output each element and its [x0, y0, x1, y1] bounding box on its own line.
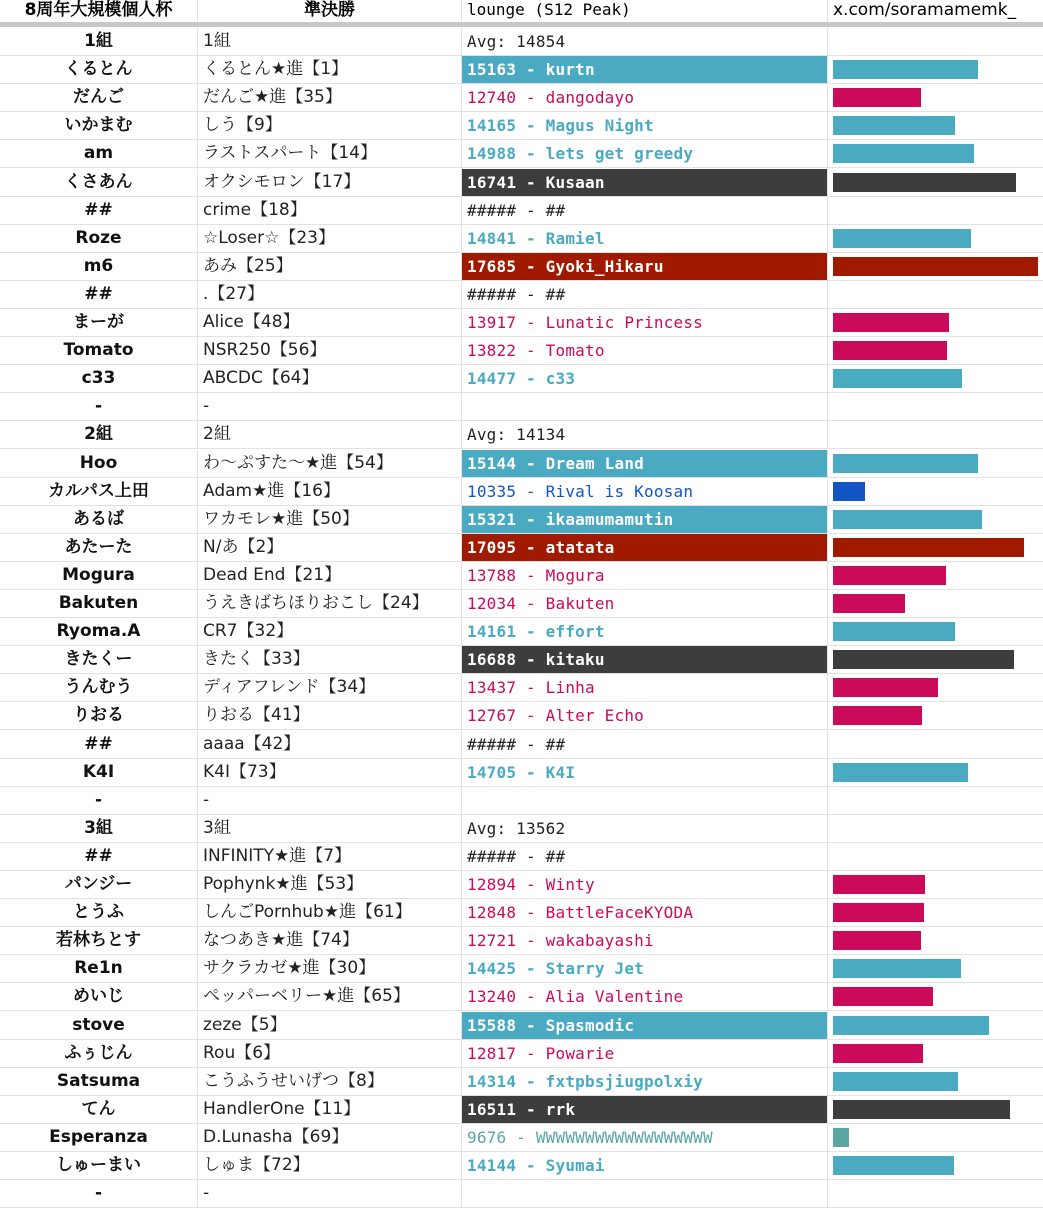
header-round[interactable]: 準決勝 [198, 0, 462, 22]
player-cell[interactable]: あるば [0, 506, 198, 533]
player-cell[interactable]: Hoo [0, 450, 198, 477]
player-cell[interactable]: stove [0, 1012, 198, 1039]
lounge-cell[interactable] [462, 1180, 828, 1207]
rating-bar-cell[interactable] [828, 309, 1043, 336]
rating-bar [833, 622, 955, 641]
team-cell[interactable]: Dead End【21】 [198, 562, 462, 589]
table-row [0, 534, 1043, 562]
rating-bar [833, 116, 955, 135]
rating-bar [833, 566, 946, 585]
rating-bar [833, 313, 949, 332]
team-cell[interactable]: こうふうせいげつ【8】 [198, 1068, 462, 1095]
table-row [0, 899, 1043, 927]
table-row [0, 1124, 1043, 1152]
team-cell[interactable]: - [198, 393, 462, 420]
table-row [0, 365, 1043, 393]
rating-bar [833, 538, 1024, 557]
lounge-cell[interactable]: 16688 - kitaku [462, 646, 828, 673]
rating-bar-cell[interactable] [828, 28, 1043, 55]
rating-bar-cell[interactable] [828, 421, 1043, 448]
rating-bar-cell[interactable] [828, 871, 1043, 898]
team-cell[interactable]: ワカモレ★進【50】 [198, 506, 462, 533]
team-cell[interactable]: INFINITY★進【7】 [198, 843, 462, 870]
rating-bar-cell[interactable] [828, 365, 1043, 392]
lounge-cell[interactable]: 14477 - c33 [462, 365, 828, 392]
team-cell[interactable]: しう【9】 [198, 112, 462, 139]
lounge-cell[interactable]: 16741 - Kusaan [462, 169, 828, 196]
lounge-cell[interactable]: ##### - ## [462, 731, 828, 758]
table-row [0, 281, 1043, 309]
table-row [0, 1068, 1043, 1096]
player-cell[interactable]: きたくー [0, 646, 198, 673]
team-cell[interactable]: crime【18】 [198, 197, 462, 224]
rating-bar [833, 959, 961, 978]
rating-bar-cell[interactable] [828, 450, 1043, 477]
table-row [0, 787, 1043, 815]
lounge-cell[interactable]: 12894 - Winty [462, 871, 828, 898]
team-cell[interactable]: わ～ぷすた～★進【54】 [198, 450, 462, 477]
rating-bar [833, 88, 921, 107]
team-cell[interactable]: - [198, 787, 462, 814]
player-cell[interactable]: K4I [0, 759, 198, 786]
player-cell[interactable]: am [0, 140, 198, 167]
player-cell[interactable]: Tomato [0, 337, 198, 364]
rating-bar [833, 1128, 849, 1147]
rating-bar [833, 706, 922, 725]
lounge-cell[interactable]: 14841 - Ramiel [462, 225, 828, 252]
lounge-cell[interactable]: 13437 - Linha [462, 674, 828, 701]
rating-bar [833, 678, 938, 697]
table-row [0, 84, 1043, 112]
table-row [0, 197, 1043, 225]
player-cell[interactable]: めいじ [0, 983, 198, 1010]
lounge-cell[interactable]: 14705 - K4I [462, 759, 828, 786]
table-row [0, 1096, 1043, 1124]
rating-bar [833, 875, 925, 894]
rating-bar [833, 1156, 954, 1175]
team-cell[interactable]: .【27】 [198, 281, 462, 308]
team-cell[interactable]: ペッパーベリー★進【65】 [198, 983, 462, 1010]
team-cell[interactable]: aaaa【42】 [198, 731, 462, 758]
player-cell[interactable]: - [0, 787, 198, 814]
rating-bar-cell[interactable] [828, 197, 1043, 224]
player-cell[interactable]: 1組 [0, 28, 198, 55]
rating-bar-cell[interactable] [828, 478, 1043, 505]
rating-bar-cell[interactable] [828, 787, 1043, 814]
rating-bar [833, 931, 921, 950]
lounge-cell[interactable]: Avg: 13562 [462, 815, 828, 842]
table-row [0, 56, 1043, 84]
lounge-cell[interactable]: 12848 - BattleFaceKYODA [462, 899, 828, 926]
rating-bar [833, 229, 971, 248]
team-cell[interactable]: ☆Loser☆【23】 [198, 225, 462, 252]
rating-bar-cell[interactable] [828, 1124, 1043, 1151]
table-row [0, 506, 1043, 534]
team-cell[interactable]: あみ【25】 [198, 253, 462, 280]
lounge-cell[interactable]: ##### - ## [462, 281, 828, 308]
lounge-cell[interactable]: 17095 - atatata [462, 534, 828, 561]
table-row [0, 309, 1043, 337]
team-cell[interactable]: しゅま【72】 [198, 1152, 462, 1179]
lounge-cell[interactable]: 12740 - dangodayo [462, 84, 828, 111]
player-cell[interactable]: - [0, 393, 198, 420]
lounge-cell[interactable]: 12034 - Bakuten [462, 590, 828, 617]
team-cell[interactable]: だんご★進【35】 [198, 84, 462, 111]
lounge-cell[interactable] [462, 393, 828, 420]
rating-bar [833, 903, 924, 922]
table-row [0, 590, 1043, 618]
lounge-cell[interactable]: 15144 - Dream Land [462, 450, 828, 477]
rating-bar [833, 369, 962, 388]
table-row [0, 140, 1043, 168]
table-row [0, 927, 1043, 955]
rating-bar-cell[interactable] [828, 674, 1043, 701]
rating-bar-cell[interactable] [828, 112, 1043, 139]
team-cell[interactable]: ラストスパート【14】 [198, 140, 462, 167]
header-credit[interactable]: x.com/soramamemk_ [833, 0, 1017, 20]
team-cell[interactable]: D.Lunasha【69】 [198, 1124, 462, 1151]
player-cell[interactable]: だんご [0, 84, 198, 111]
rating-bar-cell[interactable] [828, 84, 1043, 111]
table-row [0, 955, 1043, 983]
player-cell[interactable]: Re1n [0, 955, 198, 982]
player-cell[interactable]: とうふ [0, 899, 198, 926]
team-cell[interactable]: - [198, 1180, 462, 1207]
rating-bar-cell[interactable] [828, 731, 1043, 758]
table-row [0, 674, 1043, 702]
lounge-cell[interactable]: 14425 - Starry Jet [462, 955, 828, 982]
player-cell[interactable]: ふぅじん [0, 1040, 198, 1067]
player-cell[interactable]: ## [0, 731, 198, 758]
lounge-cell[interactable]: 12767 - Alter Echo [462, 702, 828, 729]
team-cell[interactable]: オクシモロン【17】 [198, 169, 462, 196]
player-cell[interactable]: カルパス上田 [0, 478, 198, 505]
rating-bar [833, 1016, 989, 1035]
player-cell[interactable]: てん [0, 1096, 198, 1123]
player-cell[interactable]: いかまむ [0, 112, 198, 139]
team-cell[interactable]: しんごPornhub★進【61】 [198, 899, 462, 926]
lounge-cell[interactable]: 12721 - wakabayashi [462, 927, 828, 954]
table-row [0, 1040, 1043, 1068]
table-row [0, 618, 1043, 646]
rating-bar-cell[interactable] [828, 225, 1043, 252]
rating-bar [833, 257, 1038, 276]
table-row [0, 1152, 1043, 1180]
player-cell[interactable]: あたーた [0, 534, 198, 561]
lounge-cell[interactable]: ##### - ## [462, 843, 828, 870]
rating-bar [833, 650, 1014, 669]
header-separator [0, 22, 1043, 27]
player-cell[interactable]: - [0, 1180, 198, 1207]
lounge-cell[interactable]: 14165 - Magus Night [462, 112, 828, 139]
rating-bar [833, 482, 865, 501]
team-cell[interactable]: りおる【41】 [198, 702, 462, 729]
rating-bar [833, 60, 978, 79]
table-row [0, 646, 1043, 674]
rating-bar-cell[interactable] [828, 393, 1043, 420]
team-cell[interactable]: くるとん★進【1】 [198, 56, 462, 83]
lounge-cell[interactable]: 15321 - ikaamumamutin [462, 506, 828, 533]
team-cell[interactable]: Adam★進【16】 [198, 478, 462, 505]
player-cell[interactable]: ## [0, 281, 198, 308]
player-cell[interactable]: うんむう [0, 674, 198, 701]
header-tournament[interactable]: 8周年大規模個人杯 [0, 0, 198, 22]
rating-bar-cell[interactable] [828, 281, 1043, 308]
team-cell[interactable]: 3組 [198, 815, 462, 842]
rating-bar-cell[interactable] [828, 534, 1043, 561]
player-cell[interactable]: くさあん [0, 169, 198, 196]
player-cell[interactable]: くるとん [0, 56, 198, 83]
lounge-cell[interactable]: 14161 - effort [462, 618, 828, 645]
header-lounge[interactable]: lounge (S12 Peak) [462, 0, 828, 22]
table-row [0, 759, 1043, 787]
team-cell[interactable]: Rou【6】 [198, 1040, 462, 1067]
lounge-cell[interactable]: 13917 - Lunatic Princess [462, 309, 828, 336]
team-cell[interactable]: Alice【48】 [198, 309, 462, 336]
lounge-cell[interactable]: 16511 - rrk [462, 1096, 828, 1123]
lounge-cell[interactable]: 13788 - Mogura [462, 562, 828, 589]
rating-bar-cell[interactable] [828, 337, 1043, 364]
team-cell[interactable]: きたく【33】 [198, 646, 462, 673]
table-row [0, 450, 1043, 478]
lounge-cell[interactable]: 13240 - Alia Valentine [462, 983, 828, 1010]
rating-bar [833, 987, 933, 1006]
team-cell[interactable]: Pophynk★進【53】 [198, 871, 462, 898]
rating-bar [833, 763, 968, 782]
rating-bar-cell[interactable] [828, 590, 1043, 617]
rating-bar-cell[interactable] [828, 759, 1043, 786]
team-cell[interactable]: HandlerOne【11】 [198, 1096, 462, 1123]
player-cell[interactable]: m6 [0, 253, 198, 280]
table-row [0, 253, 1043, 281]
rating-bar-cell[interactable] [828, 927, 1043, 954]
team-cell[interactable]: NSR250【56】 [198, 337, 462, 364]
rating-bar [833, 173, 1016, 192]
team-cell[interactable]: N/あ【2】 [198, 534, 462, 561]
team-cell[interactable]: zeze【5】 [198, 1012, 462, 1039]
table-row [0, 28, 1043, 56]
rating-bar-cell[interactable] [828, 562, 1043, 589]
table-row [0, 225, 1043, 253]
lounge-cell[interactable]: ##### - ## [462, 197, 828, 224]
lounge-cell[interactable]: 14144 - Syumai [462, 1152, 828, 1179]
table-row [0, 1012, 1043, 1040]
rating-bar [833, 1072, 958, 1091]
table-row [0, 169, 1043, 197]
lounge-cell[interactable]: 14988 - lets get greedy [462, 140, 828, 167]
table-row [0, 562, 1043, 590]
rating-bar-cell[interactable] [828, 1068, 1043, 1095]
player-cell[interactable]: Esperanza [0, 1124, 198, 1151]
team-cell[interactable]: CR7【32】 [198, 618, 462, 645]
lounge-cell[interactable]: Avg: 14854 [462, 28, 828, 55]
player-cell[interactable]: パンジー [0, 871, 198, 898]
player-cell[interactable]: Ryoma.A [0, 618, 198, 645]
player-cell[interactable]: ## [0, 843, 198, 870]
lounge-cell[interactable]: 15163 - kurtn [462, 56, 828, 83]
table-row [0, 1180, 1043, 1208]
team-cell[interactable]: ABCDC【64】 [198, 365, 462, 392]
rating-bar-cell[interactable] [828, 899, 1043, 926]
team-cell[interactable]: K4I【73】 [198, 759, 462, 786]
lounge-cell[interactable]: 10335 - Rival is Koosan [462, 478, 828, 505]
table-row [0, 843, 1043, 871]
player-cell[interactable]: c33 [0, 365, 198, 392]
lounge-cell[interactable]: 9676 - WWWWWWWWWWWWWWWWWW [462, 1124, 828, 1151]
lounge-cell[interactable]: 14314 - fxtpbsjiugpolxiy [462, 1068, 828, 1095]
rating-bar-cell[interactable] [828, 983, 1043, 1010]
table-row [0, 337, 1043, 365]
rating-bar-cell[interactable] [828, 702, 1043, 729]
rating-bar-cell[interactable] [828, 646, 1043, 673]
rating-bar-cell[interactable] [828, 1040, 1043, 1067]
player-cell[interactable]: しゅーまい [0, 1152, 198, 1179]
team-cell[interactable]: サクラカゼ★進【30】 [198, 955, 462, 982]
player-cell[interactable]: Bakuten [0, 590, 198, 617]
team-cell[interactable]: 1組 [198, 28, 462, 55]
rating-bar-cell[interactable] [828, 1012, 1043, 1039]
team-cell[interactable]: うえきばちほりおこし【24】 [198, 590, 462, 617]
player-cell[interactable]: りおる [0, 702, 198, 729]
team-cell[interactable]: 2組 [198, 421, 462, 448]
lounge-cell[interactable] [462, 787, 828, 814]
rating-bar-cell[interactable] [828, 56, 1043, 83]
table-row [0, 478, 1043, 506]
rating-bar [833, 454, 978, 473]
rating-bar-cell[interactable] [828, 955, 1043, 982]
rating-bar-cell[interactable] [828, 1096, 1043, 1123]
lounge-cell[interactable]: 12817 - Powarie [462, 1040, 828, 1067]
rating-bar-cell[interactable] [828, 815, 1043, 842]
lounge-cell[interactable]: 13822 - Tomato [462, 337, 828, 364]
table-row [0, 983, 1043, 1011]
rating-bar [833, 144, 974, 163]
player-cell[interactable]: 2組 [0, 421, 198, 448]
player-cell[interactable]: ## [0, 197, 198, 224]
team-cell[interactable]: なつあき★進【74】 [198, 927, 462, 954]
player-cell[interactable]: 3組 [0, 815, 198, 842]
table-row [0, 871, 1043, 899]
table-row [0, 702, 1043, 730]
lounge-cell[interactable]: 17685 - Gyoki_Hikaru [462, 253, 828, 280]
table-row [0, 731, 1043, 759]
player-cell[interactable]: まーが [0, 309, 198, 336]
lounge-cell[interactable]: Avg: 14134 [462, 421, 828, 448]
player-cell[interactable]: Mogura [0, 562, 198, 589]
rating-bar [833, 341, 947, 360]
rating-bar-cell[interactable] [828, 506, 1043, 533]
rating-bar-cell[interactable] [828, 843, 1043, 870]
table-row [0, 421, 1043, 449]
rating-bar [833, 1100, 1010, 1119]
player-cell[interactable]: Satsuma [0, 1068, 198, 1095]
rating-bar-cell[interactable] [828, 1152, 1043, 1179]
rating-bar [833, 594, 905, 613]
lounge-cell[interactable]: 15588 - Spasmodic [462, 1012, 828, 1039]
rating-bar-cell[interactable] [828, 253, 1043, 280]
rating-bar-cell[interactable] [828, 618, 1043, 645]
rating-bar [833, 1044, 923, 1063]
rating-bar-cell[interactable] [828, 140, 1043, 167]
column-header [0, 0, 1043, 22]
table-row [0, 815, 1043, 843]
table-row [0, 112, 1043, 140]
player-cell[interactable]: 若林ちとす [0, 927, 198, 954]
rating-bar-cell[interactable] [828, 169, 1043, 196]
table-row [0, 393, 1043, 421]
rating-bar [833, 510, 982, 529]
player-cell[interactable]: Roze [0, 225, 198, 252]
team-cell[interactable]: ディアフレンド【34】 [198, 674, 462, 701]
rating-bar-cell[interactable] [828, 1180, 1043, 1207]
